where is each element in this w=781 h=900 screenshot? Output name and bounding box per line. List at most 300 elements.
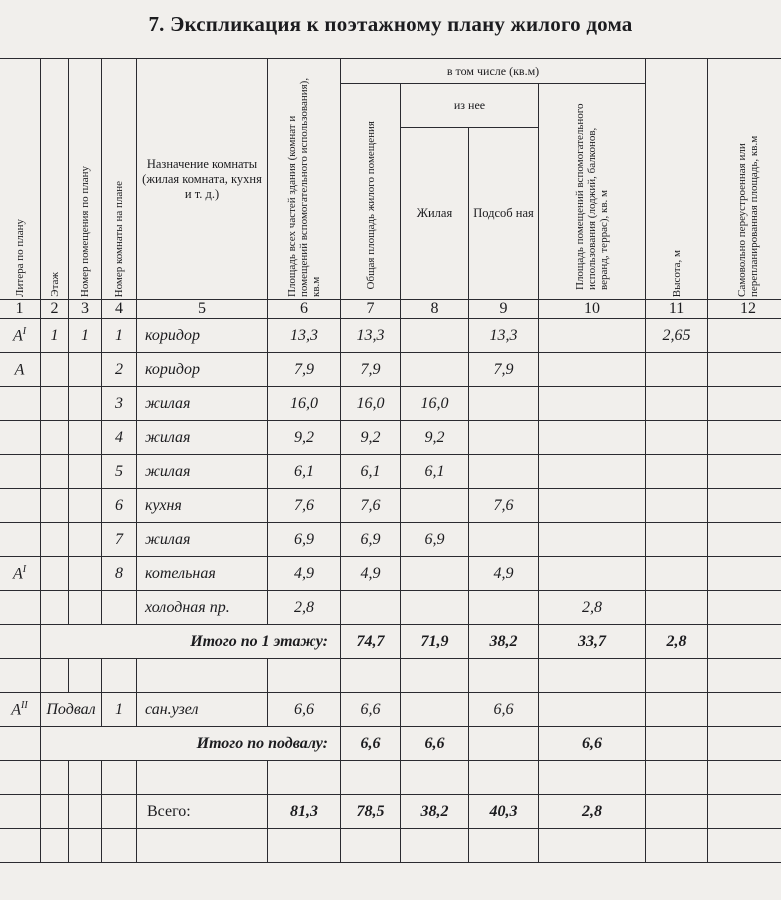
unauth-area-cell <box>708 319 781 353</box>
litera-superscript: I <box>22 563 27 575</box>
room-no-cell <box>69 455 102 489</box>
general-area-cell <box>341 693 401 727</box>
total-area-cell-text: 81,3 <box>290 802 318 820</box>
total-area-cell <box>268 523 341 557</box>
aux-area-cell <box>469 319 539 353</box>
litera-cell <box>0 523 41 557</box>
total-area-cell-text: 6,6 <box>294 700 314 718</box>
table-row <box>0 353 781 387</box>
header-c12: Самовольно переустроенная или перепланированная площадь, кв.м <box>708 59 781 300</box>
empty-cell <box>708 761 781 795</box>
total-label-cell-text: Итого по подвалу: <box>196 734 328 752</box>
general-area-cell-text: 78,5 <box>356 802 385 820</box>
table-row <box>0 387 781 421</box>
floor-cell <box>41 387 69 421</box>
aux-area-cell <box>469 387 539 421</box>
general-area-cell <box>401 727 469 761</box>
empty-cell <box>341 761 401 795</box>
total-floor1-row <box>0 625 781 659</box>
floor-cell <box>41 421 69 455</box>
litera-cell-text: А <box>12 327 23 345</box>
total-area-cell <box>268 455 341 489</box>
living-area-cell-text: 38,2 <box>420 802 449 820</box>
room-no-cell <box>69 319 102 353</box>
unauth-area-cell <box>708 421 781 455</box>
total-area-cell-text: 9,2 <box>294 428 314 446</box>
litera-cell <box>0 387 41 421</box>
purpose-cell <box>137 421 268 455</box>
litera-cell-text: А <box>11 701 22 719</box>
floor-cell <box>41 557 69 591</box>
empty-cell <box>469 659 539 693</box>
total-area-cell <box>341 727 401 761</box>
grand-total-label-cell <box>137 795 268 829</box>
living-area-cell-text: 9,2 <box>424 428 445 446</box>
aux-area-cell <box>469 353 539 387</box>
unauth-area-cell <box>708 353 781 387</box>
header-group-of: из нее <box>401 84 539 128</box>
height-cell <box>646 421 708 455</box>
total-area-cell-text: 7,6 <box>294 496 314 514</box>
general-area-cell <box>401 625 469 659</box>
empty-cell <box>646 761 708 795</box>
room-no-cell <box>69 557 102 591</box>
total-area-cell <box>268 591 341 625</box>
room-num-cell-text: 1 <box>115 700 123 718</box>
purpose-cell-text: сан.узел <box>145 700 199 718</box>
aux-area-cell <box>469 557 539 591</box>
column-number: 8 <box>401 300 469 319</box>
room-no-cell <box>69 353 102 387</box>
total-area-cell-text: 6,1 <box>294 462 314 480</box>
loggia-area-cell-text: 2,8 <box>582 802 603 820</box>
purpose-cell <box>137 455 268 489</box>
total-area-cell <box>268 489 341 523</box>
room-num-cell <box>102 319 137 353</box>
empty-cell <box>469 761 539 795</box>
table-row <box>0 319 781 353</box>
living-area-cell <box>401 421 469 455</box>
header-c7: Общая площадь жилого помещения <box>341 84 401 300</box>
empty-cell <box>0 829 41 863</box>
aux-area-cell <box>539 727 646 761</box>
aux-area-cell <box>469 455 539 489</box>
loggia-area-cell <box>539 489 646 523</box>
header-c4: Номер комнаты на плане <box>102 59 137 300</box>
total-area-cell <box>268 421 341 455</box>
empty-cell <box>401 659 469 693</box>
aux-area-cell <box>469 523 539 557</box>
unauth-area-cell <box>708 591 781 625</box>
room-num-cell-text: 3 <box>115 394 123 412</box>
empty-cell <box>708 625 781 659</box>
empty-cell <box>69 795 102 829</box>
room-num-cell <box>102 353 137 387</box>
general-area-cell-text: 7,6 <box>360 496 381 514</box>
empty-cell <box>539 761 646 795</box>
total-area-cell-text: 4,9 <box>294 564 314 582</box>
litera-cell <box>0 557 41 591</box>
loggia-area-cell <box>539 421 646 455</box>
grand-total-row <box>0 795 781 829</box>
litera-cell <box>0 693 41 727</box>
room-num-cell <box>102 693 137 727</box>
header-c6: Площадь всех частей здания (комнат и помещений вспомогательного использования), кв.м <box>268 59 341 300</box>
aux-area-cell-text: 7,6 <box>493 496 514 514</box>
loggia-area-cell <box>539 795 646 829</box>
general-area-cell-text: 16,0 <box>356 394 385 412</box>
column-number: 9 <box>469 300 539 319</box>
loggia-area-cell <box>539 319 646 353</box>
general-area-cell <box>341 387 401 421</box>
purpose-cell <box>137 591 268 625</box>
empty-cell <box>539 693 646 727</box>
aux-area-cell-text: 7,9 <box>493 360 514 378</box>
loggia-area-cell <box>539 455 646 489</box>
room-num-cell <box>102 421 137 455</box>
room-num-cell-text: 7 <box>115 530 123 548</box>
purpose-cell-text: коридор <box>145 360 200 378</box>
total-area-cell-text: 6,6 <box>360 734 381 752</box>
basement-row <box>0 693 781 727</box>
floor-cell <box>41 353 69 387</box>
height-cell <box>646 455 708 489</box>
general-area-cell-text: 6,6 <box>424 734 445 752</box>
empty-cell <box>646 829 708 863</box>
empty-cell <box>539 659 646 693</box>
purpose-cell-text: коридор <box>145 326 200 344</box>
unauth-area-cell <box>708 489 781 523</box>
room-num-cell <box>102 387 137 421</box>
aux-area-cell <box>469 795 539 829</box>
page-title: 7. Экспликация к поэтажному плану жилого дома <box>148 12 633 36</box>
table-row <box>0 523 781 557</box>
room-num-cell <box>102 523 137 557</box>
table-row <box>0 455 781 489</box>
height-cell <box>646 489 708 523</box>
empty-cell <box>539 829 646 863</box>
floor-cell-text: 1 <box>50 326 59 344</box>
living-area-cell <box>401 455 469 489</box>
blank-row <box>0 659 781 693</box>
empty-cell <box>41 795 69 829</box>
table-row <box>0 557 781 591</box>
aux-area-cell-text: 33,7 <box>578 632 607 650</box>
litera-cell <box>0 489 41 523</box>
aux-area-cell-text: 40,3 <box>489 802 518 820</box>
column-number: 3 <box>69 300 102 319</box>
litera-superscript: II <box>21 699 28 711</box>
total-area-cell <box>268 693 341 727</box>
unauth-area-cell <box>708 557 781 591</box>
room-num-cell-text: 8 <box>115 564 123 582</box>
empty-cell <box>0 795 41 829</box>
height-cell-text: 2,65 <box>662 326 691 344</box>
room-num-cell-text: 1 <box>115 326 123 344</box>
header-c11: Высота, м <box>646 59 708 300</box>
total-area-cell-text: 13,3 <box>290 326 318 344</box>
empty-cell <box>646 727 708 761</box>
room-no-cell-text: 1 <box>81 326 89 344</box>
floor-cell-text: Подвал <box>46 700 96 718</box>
living-area-cell-text: 6,9 <box>424 530 445 548</box>
header-c9: Подсоб ная <box>469 127 539 299</box>
height-cell <box>646 387 708 421</box>
empty-cell <box>708 693 781 727</box>
general-area-cell-text: 13,3 <box>356 326 385 344</box>
room-no-cell <box>69 591 102 625</box>
empty-cell <box>0 659 41 693</box>
header-c10: Площадь помещений вспомогательного использования (лоджий, балконов, веранд, террас), кв. м <box>539 84 646 300</box>
empty-cell <box>469 829 539 863</box>
loggia-area-cell-text: 2,8 <box>582 598 603 616</box>
total-area-cell-text: 74,7 <box>356 632 385 650</box>
total-label-cell <box>41 625 341 659</box>
loggia-area-cell-text: 2,8 <box>666 632 687 650</box>
floor-cell <box>41 693 102 727</box>
empty-cell <box>708 727 781 761</box>
empty-cell <box>0 761 41 795</box>
litera-cell-text: А <box>14 361 25 379</box>
height-cell <box>646 557 708 591</box>
total-area-cell-text: 16,0 <box>290 394 318 412</box>
living-area-cell-text: 6,1 <box>424 462 445 480</box>
purpose-cell-text: холодная пр. <box>145 598 230 616</box>
empty-cell <box>102 829 137 863</box>
total-area-cell <box>268 319 341 353</box>
general-area-cell <box>341 421 401 455</box>
general-area-cell-text: 71,9 <box>420 632 449 650</box>
living-area-cell <box>401 319 469 353</box>
empty-cell <box>137 829 268 863</box>
height-cell <box>646 319 708 353</box>
living-area-cell <box>401 387 469 421</box>
loggia-area-cell <box>646 625 708 659</box>
aux-area-cell <box>469 591 539 625</box>
general-area-cell-text: 4,9 <box>360 564 381 582</box>
room-num-cell <box>102 591 137 625</box>
aux-area-cell-text: 4,9 <box>493 564 514 582</box>
living-area-cell <box>401 795 469 829</box>
empty-cell <box>401 761 469 795</box>
empty-cell <box>41 829 69 863</box>
empty-cell <box>268 659 341 693</box>
living-area-cell <box>401 557 469 591</box>
table-row <box>0 489 781 523</box>
column-number: 7 <box>341 300 401 319</box>
total-area-cell-text: 2,8 <box>294 598 314 616</box>
column-number: 12 <box>708 300 781 319</box>
general-area-cell <box>341 523 401 557</box>
empty-cell <box>708 829 781 863</box>
general-area-cell <box>341 319 401 353</box>
height-cell <box>646 523 708 557</box>
purpose-cell <box>137 387 268 421</box>
total-label-cell-text: Итого по 1 этажу: <box>190 632 328 650</box>
column-number: 5 <box>137 300 268 319</box>
living-area-cell-text: 16,0 <box>420 394 449 412</box>
general-area-cell-text: 9,2 <box>360 428 381 446</box>
empty-cell <box>69 829 102 863</box>
header-c1: Литера по плану <box>0 59 41 300</box>
aux-area-cell <box>469 489 539 523</box>
empty-cell <box>268 761 341 795</box>
aux-area-cell <box>469 693 539 727</box>
column-number: 4 <box>102 300 137 319</box>
purpose-cell-text: жилая <box>145 394 191 412</box>
empty-cell <box>137 659 268 693</box>
column-number-row <box>0 300 781 319</box>
living-area-cell <box>401 489 469 523</box>
living-area-cell-text: 38,2 <box>489 632 518 650</box>
height-cell <box>646 353 708 387</box>
empty-cell <box>41 659 69 693</box>
total-area-cell-text: 6,9 <box>294 530 314 548</box>
aux-area-cell-text: 13,3 <box>489 326 518 344</box>
total-label-cell <box>41 727 341 761</box>
room-num-cell-text: 4 <box>115 428 123 446</box>
aux-area-cell-text: 6,6 <box>582 734 603 752</box>
aux-area-cell <box>469 421 539 455</box>
room-no-cell <box>69 489 102 523</box>
purpose-cell <box>137 489 268 523</box>
purpose-cell-text: жилая <box>145 428 191 446</box>
grand-total-label-cell-text: Всего: <box>147 802 191 820</box>
general-area-cell-text: 6,9 <box>360 530 381 548</box>
litera-superscript: I <box>22 325 27 337</box>
empty-cell <box>708 795 781 829</box>
room-no-cell <box>69 421 102 455</box>
column-number: 2 <box>41 300 69 319</box>
litera-cell <box>0 421 41 455</box>
loggia-area-cell <box>539 387 646 421</box>
loggia-area-cell <box>539 353 646 387</box>
empty-cell <box>646 659 708 693</box>
total-basement-row <box>0 727 781 761</box>
empty-cell <box>102 659 137 693</box>
room-num-cell <box>102 489 137 523</box>
empty-cell <box>646 693 708 727</box>
empty-cell <box>401 693 469 727</box>
header-group-incl: в том числе (кв.м) <box>341 59 646 84</box>
header-c8: Жилая <box>401 127 469 299</box>
unauth-area-cell <box>708 387 781 421</box>
room-num-cell-text: 5 <box>115 462 123 480</box>
room-no-cell <box>69 523 102 557</box>
loggia-area-cell <box>539 591 646 625</box>
empty-cell <box>341 659 401 693</box>
general-area-cell <box>341 489 401 523</box>
empty-cell <box>268 829 341 863</box>
litera-cell <box>0 353 41 387</box>
explication-table <box>0 58 781 863</box>
general-area-cell <box>341 557 401 591</box>
height-cell <box>646 591 708 625</box>
empty-cell <box>469 727 539 761</box>
living-area-cell <box>469 625 539 659</box>
empty-cell <box>137 761 268 795</box>
purpose-cell-text: жилая <box>145 530 191 548</box>
purpose-cell-text: жилая <box>145 462 191 480</box>
header-c5: Назначение комнаты (жилая комната, кухня и т. д.) <box>137 59 268 300</box>
general-area-cell-text: 6,6 <box>360 700 381 718</box>
empty-cell <box>401 829 469 863</box>
total-area-cell <box>268 795 341 829</box>
living-area-cell <box>401 591 469 625</box>
purpose-cell <box>137 693 268 727</box>
purpose-cell <box>137 319 268 353</box>
room-num-cell-text: 2 <box>115 360 123 378</box>
litera-cell-text: А <box>12 565 23 583</box>
header-c2: Этаж <box>41 59 69 300</box>
empty-cell <box>0 727 41 761</box>
litera-cell <box>0 455 41 489</box>
column-number: 6 <box>268 300 341 319</box>
room-num-cell-text: 6 <box>115 496 123 514</box>
living-area-cell <box>401 353 469 387</box>
header-c3: Номер помещения по плану <box>69 59 102 300</box>
purpose-cell <box>137 557 268 591</box>
table-row <box>0 421 781 455</box>
general-area-cell <box>341 353 401 387</box>
total-area-cell <box>341 625 401 659</box>
empty-cell <box>102 761 137 795</box>
purpose-cell <box>137 353 268 387</box>
general-area-cell-text: 6,1 <box>360 462 381 480</box>
empty-cell <box>69 761 102 795</box>
column-number: 10 <box>539 300 646 319</box>
purpose-cell-text: котельная <box>145 564 216 582</box>
empty-cell <box>69 659 102 693</box>
aux-area-cell <box>539 625 646 659</box>
unauth-area-cell <box>708 455 781 489</box>
empty-cell <box>646 795 708 829</box>
aux-area-cell-text: 6,6 <box>493 700 514 718</box>
total-area-cell <box>268 387 341 421</box>
purpose-cell <box>137 523 268 557</box>
empty-cell <box>708 659 781 693</box>
purpose-cell-text: кухня <box>145 496 182 514</box>
total-area-cell <box>268 353 341 387</box>
total-area-cell <box>268 557 341 591</box>
blank-row <box>0 761 781 795</box>
room-num-cell <box>102 455 137 489</box>
blank-row <box>0 829 781 863</box>
table-row <box>0 591 781 625</box>
total-area-cell-text: 7,9 <box>294 360 314 378</box>
column-number: 11 <box>646 300 708 319</box>
floor-cell <box>41 489 69 523</box>
unauth-area-cell <box>708 523 781 557</box>
floor-cell <box>41 319 69 353</box>
empty-cell <box>0 625 41 659</box>
general-area-cell <box>341 591 401 625</box>
empty-cell <box>102 795 137 829</box>
living-area-cell <box>401 523 469 557</box>
room-num-cell <box>102 557 137 591</box>
floor-cell <box>41 523 69 557</box>
floor-cell <box>41 591 69 625</box>
general-area-cell <box>341 455 401 489</box>
floor-cell <box>41 455 69 489</box>
loggia-area-cell <box>539 557 646 591</box>
column-number: 1 <box>0 300 41 319</box>
loggia-area-cell <box>539 523 646 557</box>
litera-cell <box>0 591 41 625</box>
empty-cell <box>341 829 401 863</box>
general-area-cell <box>341 795 401 829</box>
room-no-cell <box>69 387 102 421</box>
